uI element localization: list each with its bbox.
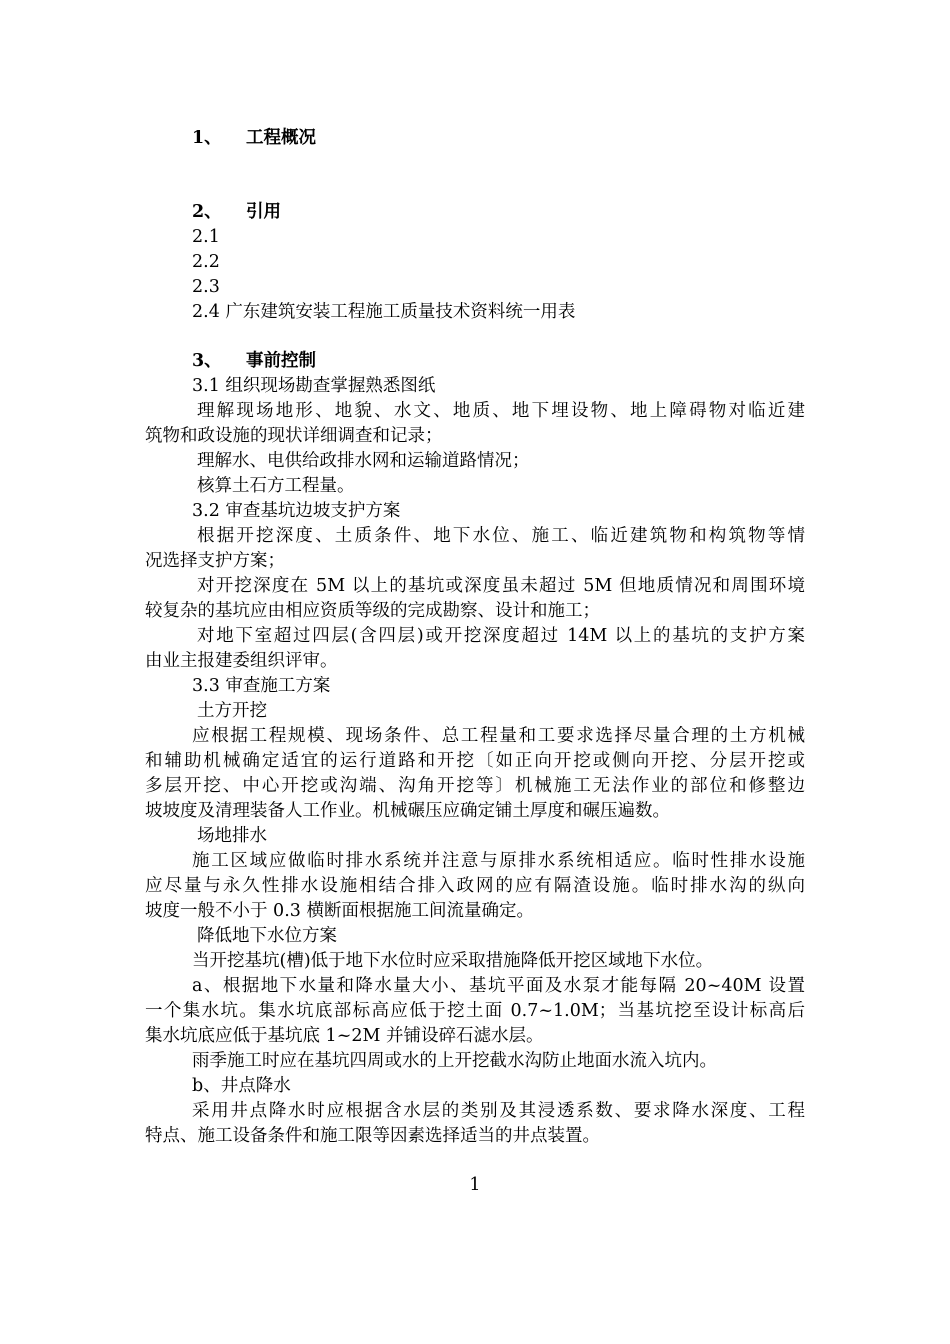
paragraph-line: 理解水、电供给政排水网和运输道路情况； (197, 451, 530, 471)
paragraph-line: 特点、施工设备条件和施工限等因素选择适当的井点装置。 (145, 1126, 600, 1146)
reference-item: 2.1 (192, 227, 220, 247)
subsection-title: b、井点降水 (192, 1076, 291, 1096)
subsection-title: 场地排水 (197, 826, 267, 846)
paragraph-line: 况选择支护方案； (145, 551, 285, 571)
paragraph-line: 和辅助机械确定适宜的运行道路和开挖〔如正向开挖或侧向开挖、分层开挖或 (145, 751, 805, 771)
paragraph-line: 施工区域应做临时排水系统并注意与原排水系统相适应。临时性排水设施 (192, 851, 805, 871)
heading-3: 3、 事前控制 (192, 351, 316, 371)
paragraph-line: 应尽量与永久性排水设施相结合排入政网的应有隔渣设施。临时排水沟的纵向 (145, 876, 805, 896)
paragraph-line: 当开挖基坑(槽)低于地下水位时应采取措施降低开挖区域地下水位。 (192, 951, 714, 971)
paragraph-line: 多层开挖、中心开挖或沟端、沟角开挖等〕机械施工无法作业的部位和修整边 (145, 776, 805, 796)
paragraph-line: 核算土石方工程量。 (197, 476, 355, 496)
reference-item: 2.2 (192, 252, 220, 272)
paragraph-line: 由业主报建委组织评审。 (145, 651, 338, 671)
subsection-title: 土方开挖 (197, 701, 267, 721)
subsection-title: 降低地下水位方案 (197, 926, 337, 946)
paragraph-line: 对地下室超过四层(含四层)或开挖深度超过 14M 以上的基坑的支护方案 (197, 626, 805, 646)
paragraph-line: 一个集水坑。集水坑底部标高应低于挖土面 0.7~1.0M；当基坑挖至设计标高后 (145, 1001, 805, 1021)
paragraph-line: 应根据工程规模、现场条件、总工程量和工要求选择尽量合理的土方机械 (192, 726, 805, 746)
paragraph-line: 集水坑底应低于基坑底 1~2M 并铺设碎石滤水层。 (145, 1026, 544, 1046)
heading-2: 2、 引用 (192, 202, 281, 222)
paragraph-line: 雨季施工时应在基坑四周或水的上开挖截水沟防止地面水流入坑内。 (192, 1051, 717, 1071)
section-title: 3.2 审查基坑边坡支护方案 (192, 501, 401, 521)
paragraph-line: a、根据地下水量和降水量大小、基坑平面及水泵才能每隔 20~40M 设置 (192, 976, 805, 996)
paragraph-line: 筑物和政设施的现状详细调查和记录； (145, 426, 443, 446)
reference-item: 2.4 广东建筑安装工程施工质量技术资料统一用表 (192, 302, 576, 322)
paragraph-line: 较复杂的基坑应由相应资质等级的完成勘察、设计和施工； (145, 601, 600, 621)
section-title: 3.3 审查施工方案 (192, 676, 331, 696)
paragraph-line: 对开挖深度在 5M 以上的基坑或深度虽未超过 5M 但地质情况和周围环境 (197, 576, 805, 596)
section-title: 3.1 组织现场勘查掌握熟悉图纸 (192, 376, 436, 396)
reference-item: 2.3 (192, 277, 220, 297)
heading-1: 1、 工程概况 (192, 128, 316, 148)
page-number: 1 (469, 1175, 481, 1195)
paragraph-line: 采用井点降水时应根据含水层的类别及其浸透系数、要求降水深度、工程 (192, 1101, 805, 1121)
paragraph-line: 坡坡度及清理装备人工作业。机械碾压应确定铺土厚度和碾压遍数。 (145, 801, 670, 821)
paragraph-line: 坡度一般不小于 0.3 横断面根据施工间流量确定。 (145, 901, 534, 921)
paragraph-line: 根据开挖深度、土质条件、地下水位、施工、临近建筑物和构筑物等情 (197, 526, 805, 546)
paragraph-line: 理解现场地形、地貌、水文、地质、地下埋设物、地上障碍物对临近建 (197, 401, 805, 421)
